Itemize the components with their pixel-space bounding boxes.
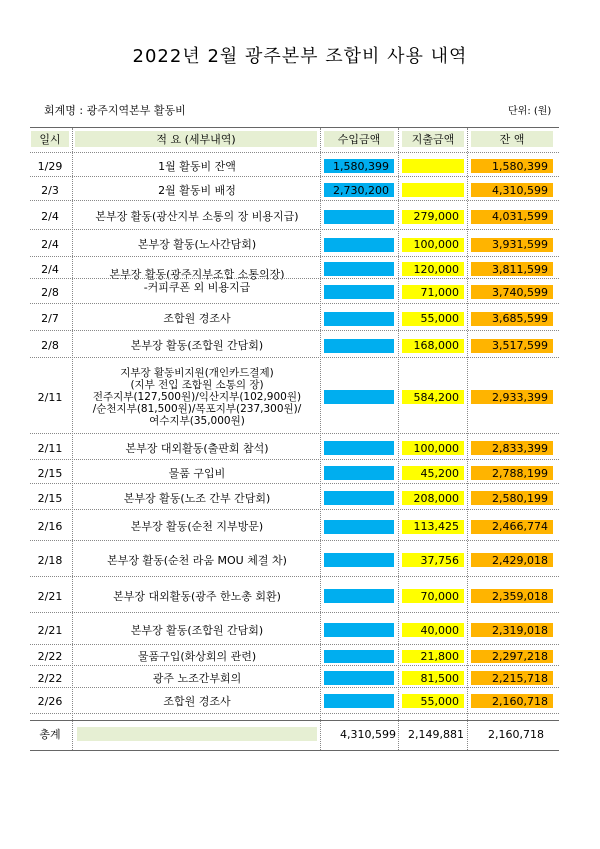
row-separator <box>30 459 559 460</box>
row-expense-cell: 71,000 <box>402 285 464 299</box>
row-separator <box>30 330 559 331</box>
row-income-cell <box>324 238 394 252</box>
row-separator <box>30 612 559 613</box>
row-date: 2/16 <box>37 520 63 533</box>
row-expense-cell: 113,425 <box>402 520 464 534</box>
row-income-cell <box>324 520 394 534</box>
row-balance-cell: 3,740,599 <box>471 285 553 299</box>
row-expense-cell: 120,000 <box>402 262 464 276</box>
row-separator <box>30 644 559 645</box>
row-balance-cell: 2,580,199 <box>471 491 553 505</box>
header-desc: 적 요 (세부내역) <box>75 131 317 147</box>
row-expense-cell: 70,000 <box>402 589 464 603</box>
row-date: 2/4 <box>41 238 59 251</box>
row-description: 조합원 경조사 <box>163 694 231 708</box>
total-separator <box>30 720 559 721</box>
row-income-cell <box>324 553 394 567</box>
row-separator <box>30 540 559 541</box>
page-title: 2022년 2월 광주본부 조합비 사용 내역 <box>132 46 468 67</box>
row-date: 2/22 <box>37 650 63 663</box>
row-date: 2/21 <box>37 623 63 637</box>
row-date: 1/29 <box>37 159 63 173</box>
row-balance-cell: 2,215,718 <box>471 671 553 685</box>
row-description: 본부장 활동(노사간담회) <box>137 238 257 251</box>
row-separator <box>30 433 559 434</box>
row-balance-cell: 3,931,599 <box>471 238 553 252</box>
row-description: 본부장 활동(조합원 간담회) <box>130 623 264 637</box>
row-date: 2/7 <box>41 312 59 325</box>
row-balance-cell: 3,685,599 <box>471 312 553 326</box>
row-description: 광주 노조간부회의 <box>152 671 242 685</box>
row-income-cell <box>324 285 394 299</box>
row-separator <box>30 229 559 230</box>
row-date: 2/3 <box>41 183 59 197</box>
row-expense-cell <box>402 183 464 197</box>
row-separator <box>30 176 559 177</box>
row-balance-cell: 2,429,018 <box>471 553 553 567</box>
row-separator <box>30 256 559 257</box>
row-income-cell <box>324 650 394 663</box>
row-separator <box>30 713 559 714</box>
row-balance-cell: 4,310,599 <box>471 183 553 197</box>
row-income-cell <box>324 312 394 326</box>
row-income-cell <box>324 466 394 480</box>
row-expense-cell <box>402 159 464 173</box>
row-income-cell: 1,580,399 <box>324 159 394 173</box>
row-income-cell <box>324 390 394 404</box>
row-income-cell <box>324 671 394 685</box>
row-date: 2/11 <box>37 441 63 455</box>
row-expense-cell: 55,000 <box>402 312 464 326</box>
header-date: 일시 <box>31 131 69 147</box>
total-desc-bar <box>77 727 317 741</box>
row-expense-cell: 40,000 <box>402 623 464 637</box>
row-description: 본부장 대외활동(광주 한노총 회환) <box>113 589 281 603</box>
row-separator <box>30 278 559 279</box>
row-date: 2/11 <box>37 390 63 404</box>
total-income: 4,310,599 <box>340 727 396 741</box>
account-label: 회계명 : 광주지역본부 활동비 <box>44 104 186 117</box>
row-income-cell <box>324 210 394 224</box>
row-date: 2/8 <box>41 285 59 299</box>
row-balance-cell: 2,788,199 <box>471 466 553 480</box>
row-expense-cell: 208,000 <box>402 491 464 505</box>
row-balance-cell: 2,933,399 <box>471 390 553 404</box>
row-separator <box>30 665 559 666</box>
row-description: 1월 활동비 잔액 <box>158 159 236 173</box>
column-divider <box>72 128 73 750</box>
row-separator <box>30 509 559 510</box>
row-separator <box>30 483 559 484</box>
row-balance-cell: 2,297,218 <box>471 650 553 663</box>
row-separator <box>30 576 559 577</box>
column-divider <box>467 128 468 750</box>
row-expense-cell: 81,500 <box>402 671 464 685</box>
row-description: 물품구입(화상회의 관련) <box>137 650 257 663</box>
row-description: 본부장 대외활동(출판회 참석) <box>125 441 269 455</box>
row-description: 본부장 활동(광산지부 소통의 장 비용지급) <box>95 210 299 223</box>
row-balance-cell: 1,580,399 <box>471 159 553 173</box>
row-balance-cell: 2,833,399 <box>471 441 553 455</box>
row-expense-cell: 55,000 <box>402 694 464 708</box>
row-expense-cell: 21,800 <box>402 650 464 663</box>
total-label: 총계 <box>39 727 61 741</box>
row-balance-cell: 2,160,718 <box>471 694 553 708</box>
header-balance: 잔 액 <box>471 131 553 147</box>
row-balance-cell: 2,319,018 <box>471 623 553 637</box>
row-income-cell <box>324 694 394 708</box>
row-date: 2/18 <box>37 553 63 567</box>
row-expense-cell: 37,756 <box>402 553 464 567</box>
total-expense: 2,149,881 <box>408 727 464 741</box>
row-date: 2/15 <box>37 491 63 505</box>
row-income-cell <box>324 589 394 603</box>
row-description: 조합원 경조사 <box>163 312 231 325</box>
row-separator <box>30 357 559 358</box>
row-separator <box>30 687 559 688</box>
row-income-cell: 2,730,200 <box>324 183 394 197</box>
row-balance-cell: 2,359,018 <box>471 589 553 603</box>
row-expense-cell: 168,000 <box>402 339 464 353</box>
total-balance: 2,160,718 <box>488 727 544 741</box>
row-balance-cell: 3,517,599 <box>471 339 553 353</box>
row-income-cell <box>324 339 394 353</box>
row-expense-cell: 584,200 <box>402 390 464 404</box>
row-income-cell <box>324 491 394 505</box>
row-separator <box>30 152 559 153</box>
row-description: 본부장 활동(조합원 간담회) <box>130 339 264 352</box>
row-expense-cell: 45,200 <box>402 466 464 480</box>
row-date: 2/8 <box>41 339 59 352</box>
column-divider <box>398 128 399 750</box>
row-expense-cell: 100,000 <box>402 238 464 252</box>
row-description: 2월 활동비 배정 <box>158 183 236 197</box>
row-expense-cell: 100,000 <box>402 441 464 455</box>
row-description: 본부장 활동(순천 라움 MOU 체결 차) <box>107 553 287 567</box>
row-date: 2/26 <box>37 694 63 708</box>
column-divider <box>320 128 321 750</box>
row-date: 2/4 <box>41 210 59 223</box>
header-income: 수입금액 <box>324 131 394 147</box>
row-income-cell <box>324 623 394 637</box>
row-date: 2/15 <box>37 466 63 480</box>
unit-label: 단위: (원) <box>508 106 552 117</box>
row-description: 지부장 활동비지원(개인카드결제) (지부 전입 조합원 소통의 장) 전주지부(127,500원)/익산지부(102,900원) /순천지부(81,500원)/목포지부(237,300원)/ 여수지부(35,000원) <box>92 367 302 427</box>
row-income-cell <box>324 441 394 455</box>
row-separator <box>30 303 559 304</box>
row-income-cell <box>324 262 394 276</box>
row-description: 본부장 활동(노조 간부 간담회) <box>123 491 271 505</box>
row-balance-cell: 2,466,774 <box>471 520 553 534</box>
row-date: 2/4 <box>41 262 59 276</box>
row-description: 본부장 활동(광주지부조합 소통의장) -커피쿠폰 외 비용지급 <box>109 268 285 294</box>
row-description: 물품 구입비 <box>168 466 226 480</box>
header-expense: 지출금액 <box>402 131 464 147</box>
row-separator <box>30 200 559 201</box>
row-balance-cell: 4,031,599 <box>471 210 553 224</box>
row-date: 2/21 <box>37 589 63 603</box>
row-expense-cell: 279,000 <box>402 210 464 224</box>
row-balance-cell: 3,811,599 <box>471 262 553 276</box>
row-date: 2/22 <box>37 671 63 685</box>
row-description: 본부장 활동(순천 지부방문) <box>130 520 264 533</box>
